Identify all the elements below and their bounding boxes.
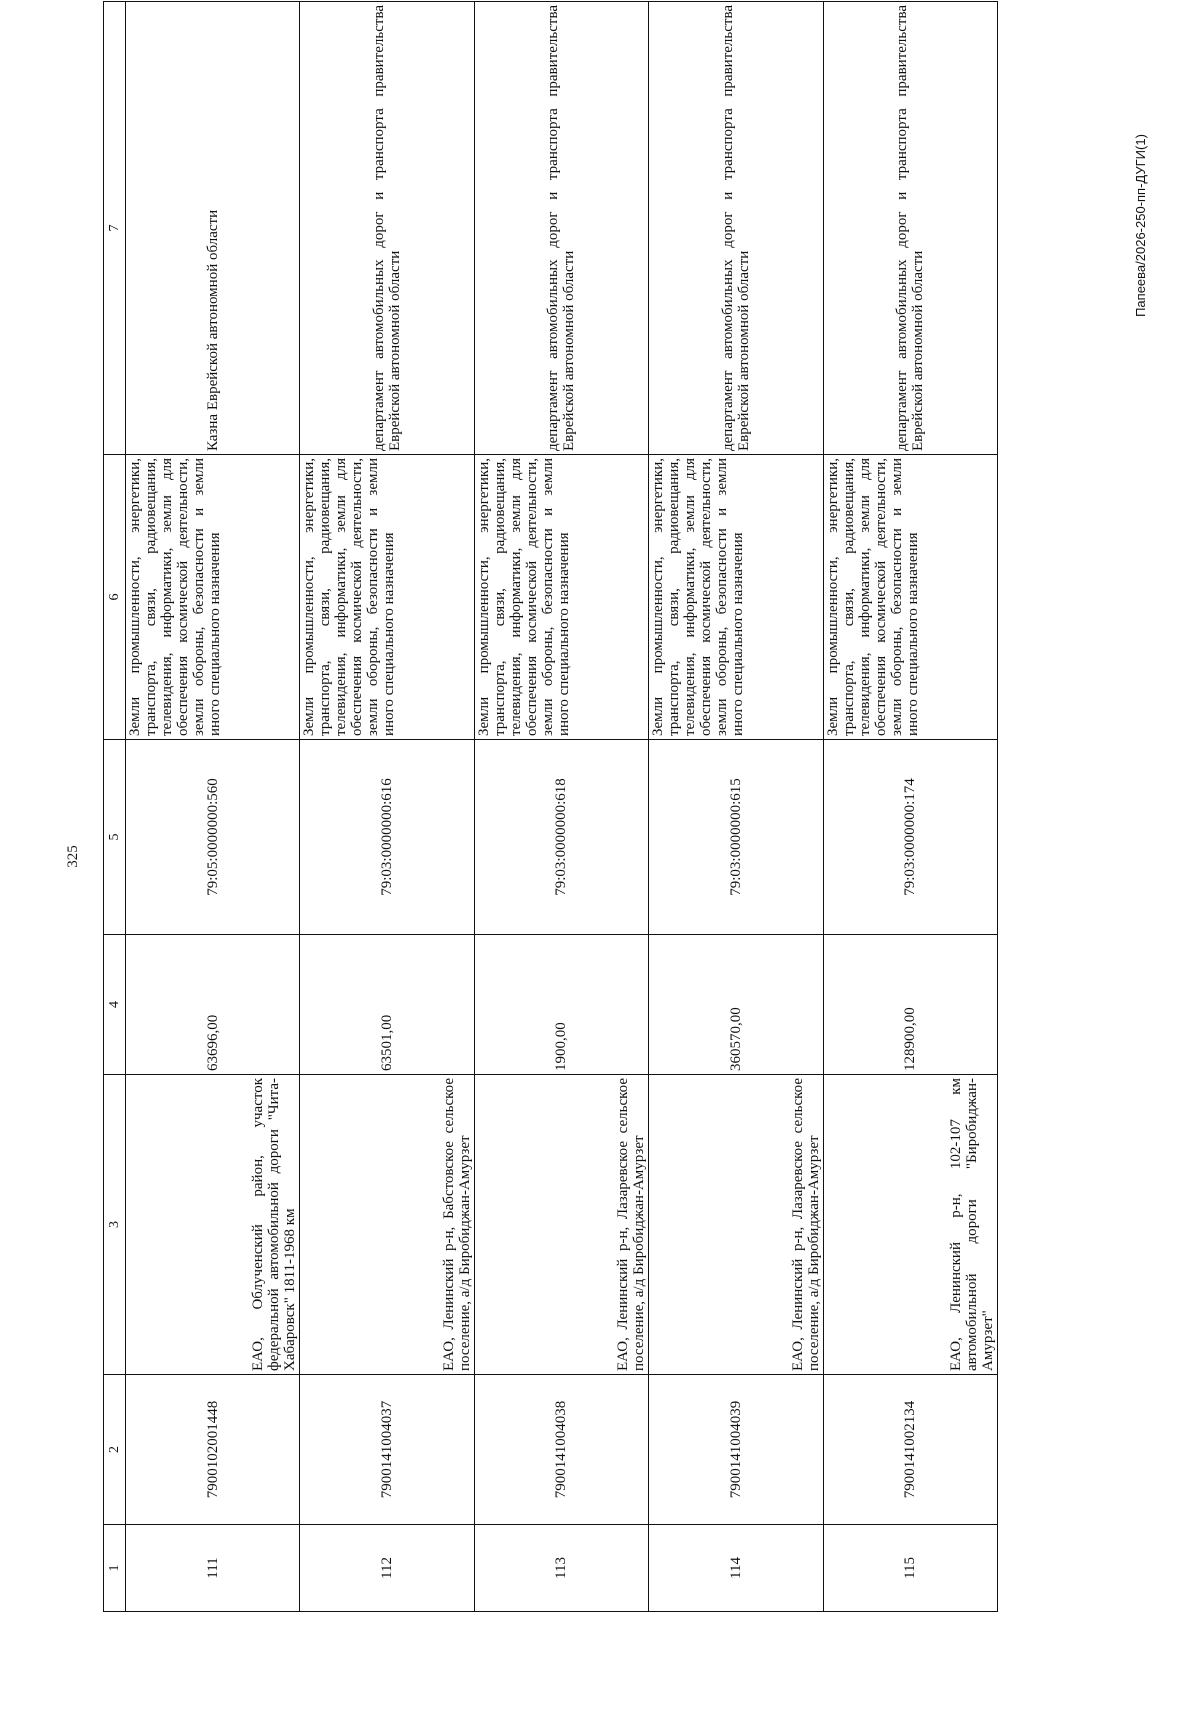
owner-cell: департамент автомобильных дорог и транспорта правительства Еврейской автономной области [823,2,997,455]
land-category: Земли промышленности, энергетики, транспорта, связи, радиовещания, телевидения, информатики, земли для обеспечения космической деятельности, земли обороны, безопасности и земли иного специального назначения [649,455,823,740]
table-row [823,2,997,1612]
registry-code: 7900141002134 [823,1375,997,1525]
col-header-3: 3 [104,1075,126,1375]
row-number: 113 [474,1525,648,1612]
col-header-2: 2 [104,1375,126,1525]
col-header-1: 1 [104,1525,126,1612]
land-category: Земли промышленности, энергетики, транспорта, связи, радиовещания, телевидения, информатики, земли для обеспечения космической деятельности, земли обороны, безопасности и земли иного специального назначения [474,455,648,740]
address-cell: ЕАО, Облученский район, участок федеральной автомобильной дороги "Чита-Хабаровск" 1811-1968 км [126,1075,300,1375]
registry-code: 7900141004039 [649,1375,823,1525]
col-header-4: 4 [104,935,126,1075]
cadastral-number: 79:03:0000000:616 [300,740,474,935]
table-row [300,2,474,1612]
table-row [126,2,300,1612]
area-cell: 1900,00 [474,935,648,1075]
table-row [474,2,648,1612]
land-category: Земли промышленности, энергетики, транспорта, связи, радиовещания, телевидения, информатики, земли для обеспечения космической деятельности, земли обороны, безопасности и земли иного специального назначения [126,455,300,740]
owner-cell: департамент автомобильных дорог и транспорта правительства Еврейской автономной области [474,2,648,455]
address-cell: ЕАО, Ленинский р-н, Лазаревское сельское поселение, а/д Биробиджан-Амурзет [649,1075,823,1375]
col-header-5: 5 [104,740,126,935]
registry-code: 7900141004037 [300,1375,474,1525]
cadastral-number: 79:05:0000000:560 [126,740,300,935]
land-category: Земли промышленности, энергетики, транспорта, связи, радиовещания, телевидения, информатики, земли для обеспечения космической деятельности, земли обороны, безопасности и земли иного специального назначения [823,455,997,740]
registry-table [103,1,998,1612]
row-number: 114 [649,1525,823,1612]
area-cell: 360570,00 [649,935,823,1075]
area-cell: 128900,00 [823,935,997,1075]
owner-cell: Казна Еврейской автономной области [126,2,300,455]
cadastral-number: 79:03:0000000:174 [823,740,997,935]
row-number: 112 [300,1525,474,1612]
row-number: 115 [823,1525,997,1612]
owner-cell: департамент автомобильных дорог и транспорта правительства Еврейской автономной области [300,2,474,455]
land-category: Земли промышленности, энергетики, транспорта, связи, радиовещания, телевидения, информатики, земли для обеспечения космической деятельности, земли обороны, безопасности и земли иного специального назначения [300,455,474,740]
table-row [649,2,823,1612]
row-number: 111 [126,1525,300,1612]
registry-code: 7900141004038 [474,1375,648,1525]
cadastral-number: 79:03:0000000:615 [649,740,823,935]
page-number-text: 325 [64,844,81,868]
cadastral-number: 79:03:0000000:618 [474,740,648,935]
area-cell: 63696,00 [126,935,300,1075]
header-row [104,2,126,1612]
footer-text: Папеева/2026-250-пп-ДУГИ(1) [1132,133,1148,317]
owner-cell: департамент автомобильных дорог и транспорта правительства Еврейской автономной области [649,2,823,455]
address-cell: ЕАО, Ленинский р-н, 102-107 км автомобильной дороги "Биробиджан-Амурзет" [823,1075,997,1375]
footer-doc-code [1125,80,1155,370]
area-cell: 63501,00 [300,935,474,1075]
col-header-7: 7 [104,2,126,455]
address-cell: ЕАО, Ленинский р-н, Бабстовское сельское поселение, а/д Биробиджан-Амурзет [300,1075,474,1375]
registry-code: 7900102001448 [126,1375,300,1525]
col-header-6: 6 [104,455,126,740]
page-number [60,836,86,876]
rotated-table-container [103,2,998,1612]
address-cell: ЕАО, Ленинский р-н, Лазаревское сельское поселение, а/д Биробиджан-Амурзет [474,1075,648,1375]
